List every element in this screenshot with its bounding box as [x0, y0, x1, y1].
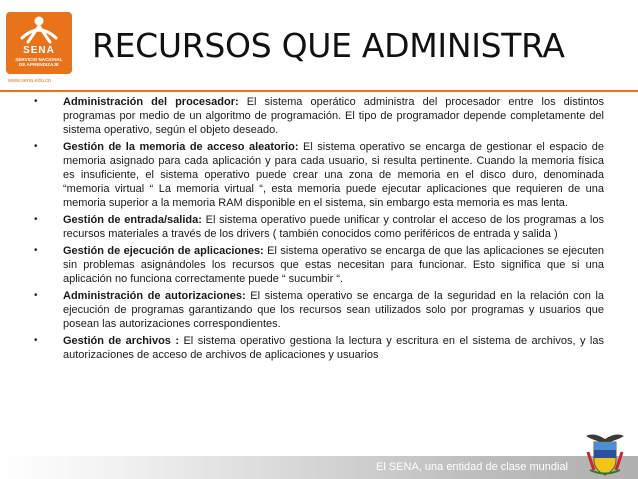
- list-item-heading: Gestión de entrada/salida:: [63, 214, 202, 226]
- list-item-heading: Gestión de ejecución de aplicaciones:: [63, 245, 264, 257]
- list-item-body: El sistema operático administra del procesador entre los distintos programas por medio de un algoritmo de programación. El tipo de programador depende completamente del sistema operativo, según el objeto deseado.: [63, 96, 604, 136]
- list-item-text: [63, 244, 604, 286]
- list-item-body: El sistema operativo se encarga de la seguridad en la relación con la ejecución de programas garantizando que los recursos sean utilizados solo por programas y usuarios que posean las autorizaciones correspondientes.: [63, 290, 605, 330]
- sena-logo-icon: [6, 14, 72, 46]
- list-item-heading: Gestión de la memoria de acceso aleatorio:: [63, 141, 299, 153]
- bullet-icon: •: [34, 335, 38, 346]
- footer-tagline: El SENA, una entidad de clase mundial: [376, 461, 569, 473]
- footer-bar: [0, 456, 638, 479]
- list-item-text: [63, 334, 604, 362]
- bullet-icon: •: [34, 141, 38, 152]
- logo-subtitle-line-1: SERVICIO NACIONAL: [15, 57, 63, 62]
- logo-subtitle: [6, 57, 72, 68]
- list-item-text: [63, 289, 604, 331]
- list-item-heading: Administración del procesador:: [63, 96, 239, 108]
- list-item: [34, 213, 604, 241]
- bullet-icon: •: [34, 96, 38, 107]
- list-item-heading: Gestión de archivos :: [63, 335, 180, 347]
- bullet-icon: •: [34, 290, 38, 301]
- sena-logo: [6, 12, 72, 74]
- colombia-coat-of-arms-icon: [582, 430, 628, 478]
- slide-title: RECURSOS QUE ADMINISTRA: [92, 26, 565, 65]
- list-item-text: [63, 213, 604, 241]
- logo-url: www.sena.edu.co: [8, 78, 52, 84]
- list-item: [34, 334, 604, 362]
- header-divider: [0, 90, 638, 92]
- list-item-body: El sistema operativo gestiona la lectura y escritura en el sistema de archivos, y las autorizaciones de acceso de archivos de aplicaciones y usuarios: [63, 335, 604, 361]
- list-item-body: El sistema operativo se encarga de que las aplicaciones se ejecuten sin problemas asignándoles los recursos que estas necesitan para funcionar. Esto significa que si una aplicación no funciona correctamente puede “ sucumbir “.: [63, 245, 604, 285]
- list-item: [34, 95, 604, 137]
- list-item-body: El sistema operativo puede unificar y controlar el acceso de los programas a los recursos materiales a través de los drivers ( también conocidos como periféricos de entrada y salida ): [63, 214, 604, 240]
- logo-name: SENA: [23, 45, 55, 56]
- list-item-heading: Administración de autorizaciones:: [63, 290, 246, 302]
- list-item: [34, 140, 604, 210]
- list-item: [34, 244, 604, 286]
- bullet-list: [34, 95, 604, 365]
- list-item-body: El sistema operativo se encarga de gestionar el espacio de memoria asignado para cada aplicación y para cada usuario, si resulta pertinente. Cuando la memoria física es insuficiente, el sistema operativo puede crear una zona de memoria en el disco duro, denominada “memoria virtual “ La memoria virtual “, esta memoria puede ejecutar aplicaciones que requieren de una memoria superior a la memoria RAM disponible en el sistema, sin embargo esta memoria es mas lenta.: [63, 141, 604, 209]
- list-item-text: [63, 95, 604, 137]
- bullet-icon: •: [34, 214, 38, 225]
- logo-subtitle-line-2: DE APRENDIZAJE: [19, 62, 59, 68]
- bullet-icon: •: [34, 245, 38, 256]
- list-item-text: [63, 140, 604, 210]
- list-item: [34, 289, 604, 331]
